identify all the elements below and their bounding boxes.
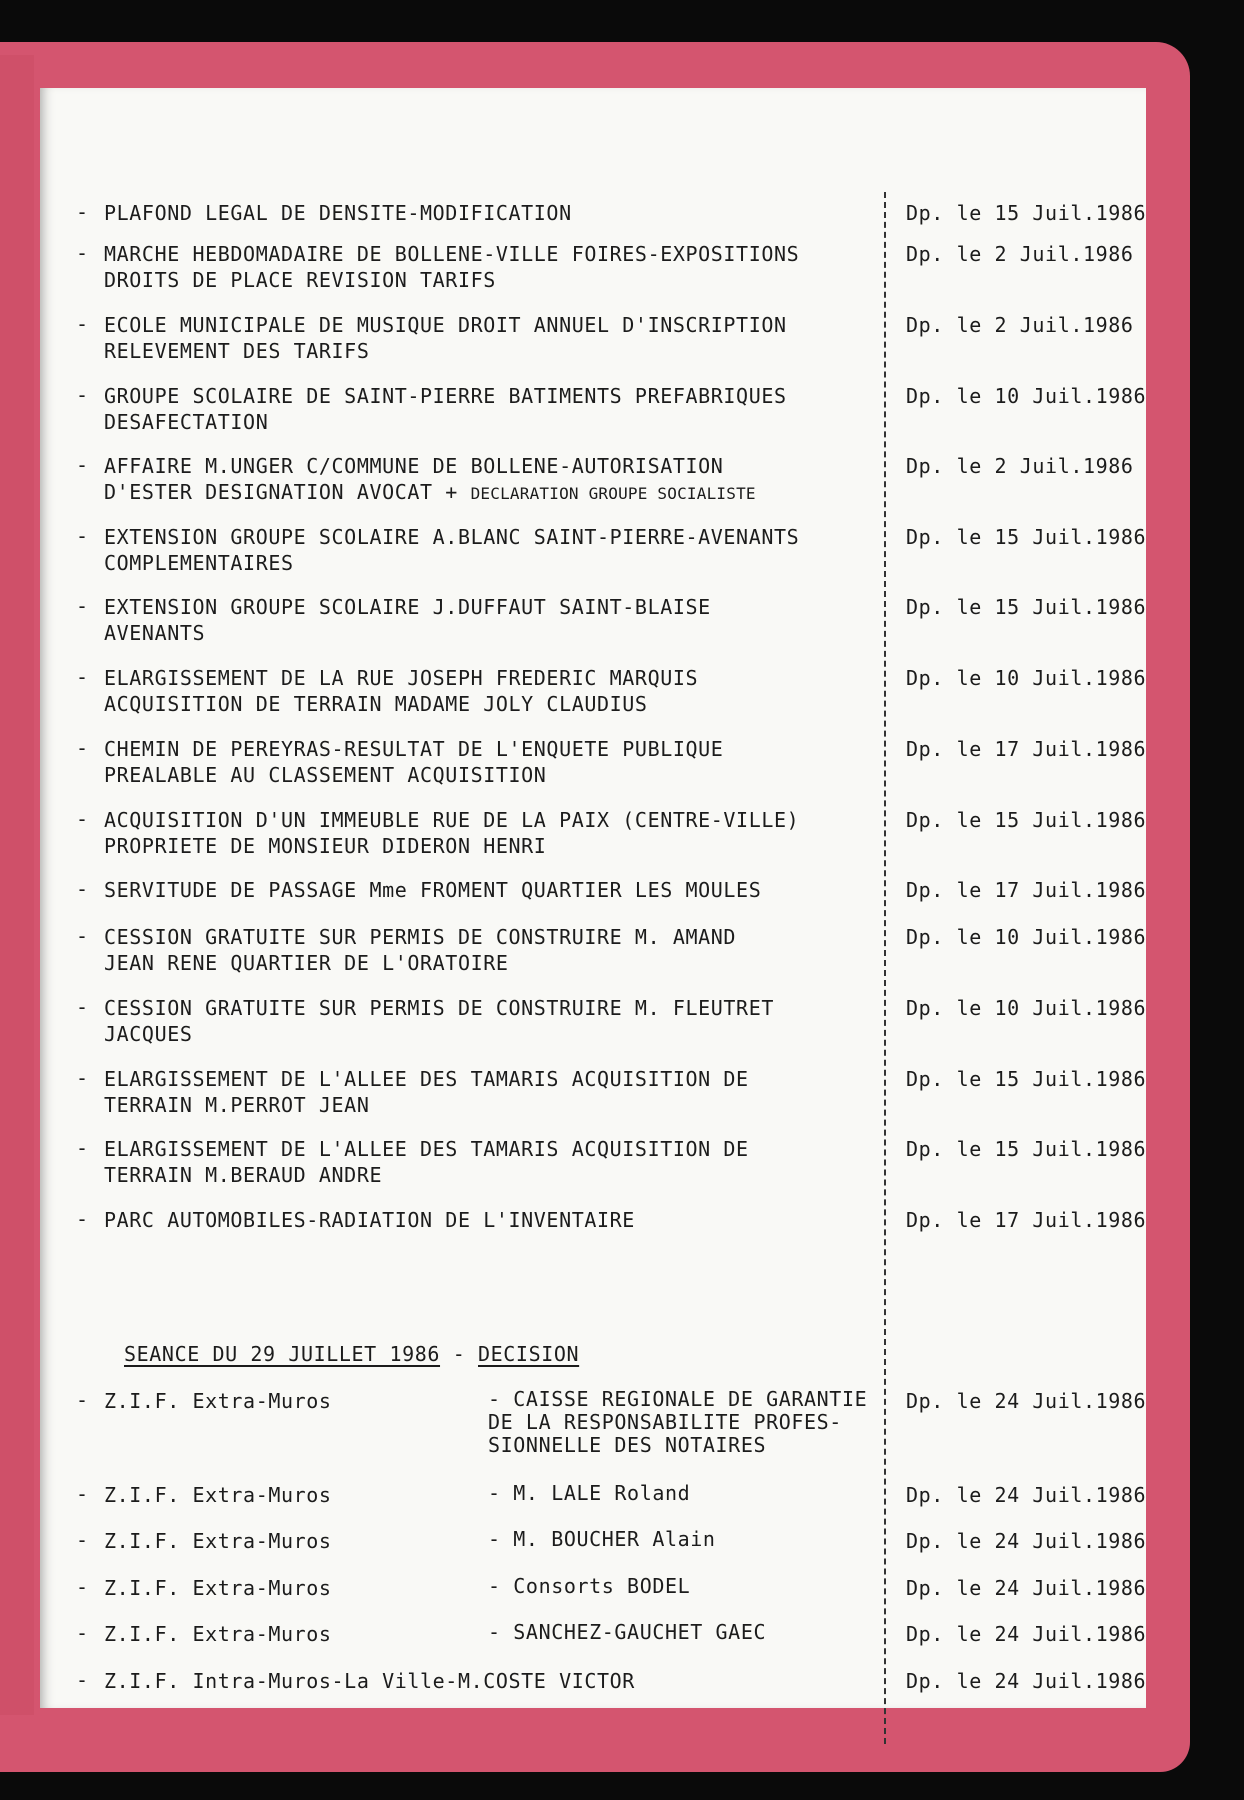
decision-party: - M. BOUCHER Alain — [488, 1527, 716, 1551]
item-description: ELARGISSEMENT DE L'ALLEE DES TAMARIS ACQUISITION DE TERRAIN M.BERAUD ANDRE — [104, 1137, 749, 1187]
item-description: PARC AUTOMOBILES-RADIATION DE L'INVENTAIRE — [104, 1208, 635, 1232]
decision-zone: Z.I.F. Intra-Muros-La Ville-M.COSTE VICTOR — [104, 1669, 635, 1693]
decision-party: - SANCHEZ-GAUCHET GAEC — [488, 1620, 767, 1644]
seance-separator: - — [452, 1342, 466, 1366]
item-description: CESSION GRATUITE SUR PERMIS DE CONSTRUIRE M. AMAND JEAN RENE QUARTIER DE L'ORATOIRE — [104, 925, 737, 975]
decision-date: Dp. le 24 Juil.1986 — [906, 1483, 1147, 1507]
decision-zone: Z.I.F. Extra-Muros — [104, 1389, 332, 1413]
bullet-dash: - — [76, 1388, 89, 1412]
decision-date: Dp. le 24 Juil.1986 — [906, 1576, 1147, 1600]
bullet-dash: - — [76, 594, 89, 618]
seance-decision: DECISION — [478, 1342, 580, 1366]
bullet-dash: - — [76, 1136, 89, 1160]
item-description: ACQUISITION D'UN IMMEUBLE RUE DE LA PAIX (CENTRE-VILLE) PROPRIETE DE MONSIEUR DIDERON HENRI — [104, 808, 800, 858]
bullet-dash: - — [76, 453, 89, 477]
item-date: Dp. le 15 Juil.1986 — [906, 808, 1147, 832]
seance-heading — [124, 1342, 579, 1366]
bullet-dash: - — [76, 200, 89, 224]
item-description: EXTENSION GROUPE SCOLAIRE J.DUFFAUT SAINT-BLAISE AVENANTS — [104, 595, 711, 645]
document-page — [40, 88, 1146, 1708]
bullet-dash: - — [76, 665, 89, 689]
bullet-dash: - — [76, 1482, 89, 1506]
bullet-dash: - — [76, 1621, 89, 1645]
item-date: Dp. le 15 Juil.1986 — [906, 201, 1147, 225]
item-date: Dp. le 10 Juil.1986 — [906, 384, 1147, 408]
bullet-dash: - — [76, 1528, 89, 1552]
item-description: ELARGISSEMENT DE L'ALLEE DES TAMARIS ACQUISITION DE TERRAIN M.PERROT JEAN — [104, 1067, 749, 1117]
bullet-dash: - — [76, 995, 89, 1019]
bullet-dash: - — [76, 524, 89, 548]
item-date: Dp. le 17 Juil.1986 — [906, 1208, 1147, 1232]
seance-title: SEANCE DU 29 JUILLET 1986 — [124, 1342, 441, 1366]
item-date: Dp. le 2 Juil.1986 — [906, 242, 1134, 266]
bullet-dash: - — [76, 807, 89, 831]
decision-party: - M. LALE Roland — [488, 1481, 691, 1505]
bullet-dash: - — [76, 924, 89, 948]
bullet-dash: - — [76, 1668, 89, 1692]
item-date: Dp. le 10 Juil.1986 — [906, 666, 1147, 690]
decision-date: Dp. le 24 Juil.1986 — [906, 1529, 1147, 1553]
item-description: CHEMIN DE PEREYRAS-RESULTAT DE L'ENQUETE PUBLIQUE PREALABLE AU CLASSEMENT ACQUISITION — [104, 737, 724, 787]
item-description: MARCHE HEBDOMADAIRE DE BOLLENE-VILLE FOIRES-EXPOSITIONS DROITS DE PLACE REVISION TARIFS — [104, 242, 800, 292]
item-date: Dp. le 17 Juil.1986 — [906, 878, 1147, 902]
decision-zone: Z.I.F. Extra-Muros — [104, 1622, 332, 1646]
bullet-dash: - — [76, 1575, 89, 1599]
decision-party: - CAISSE REGIONALE DE GARANTIE DE LA RESPONSABILITE PROFES- SIONNELLE DES NOTAIRES — [488, 1387, 868, 1457]
bullet-dash: - — [76, 1066, 89, 1090]
decision-date: Dp. le 24 Juil.1986 — [906, 1389, 1147, 1413]
item-date: Dp. le 15 Juil.1986 — [906, 1067, 1147, 1091]
item-date: Dp. le 2 Juil.1986 — [906, 454, 1134, 478]
item-date: Dp. le 2 Juil.1986 — [906, 313, 1134, 337]
item-date: Dp. le 15 Juil.1986 — [906, 1137, 1147, 1161]
item-description: ECOLE MUNICIPALE DE MUSIQUE DROIT ANNUEL D'INSCRIPTION RELEVEMENT DES TARIFS — [104, 313, 787, 363]
bullet-dash: - — [76, 312, 89, 336]
bullet-dash: - — [76, 241, 89, 265]
previous-page-edge — [0, 55, 34, 1715]
decision-party: - Consorts BODEL — [488, 1574, 691, 1598]
bullet-dash: - — [76, 736, 89, 760]
item-description: ELARGISSEMENT DE LA RUE JOSEPH FREDERIC MARQUIS ACQUISITION DE TERRAIN MADAME JOLY CLAUDIUS — [104, 666, 699, 716]
decision-zone: Z.I.F. Extra-Muros — [104, 1483, 332, 1507]
item-description — [104, 453, 914, 507]
decision-zone: Z.I.F. Extra-Muros — [104, 1576, 332, 1600]
item-date: Dp. le 10 Juil.1986 — [906, 925, 1147, 949]
item-description: CESSION GRATUITE SUR PERMIS DE CONSTRUIRE M. FLEUTRET JACQUES — [104, 996, 774, 1046]
item-date: Dp. le 15 Juil.1986 — [906, 595, 1147, 619]
decision-date: Dp. le 24 Juil.1986 — [906, 1622, 1147, 1646]
bullet-dash: - — [76, 383, 89, 407]
item-description: PLAFOND LEGAL DE DENSITE-MODIFICATION — [104, 201, 572, 225]
item-description: GROUPE SCOLAIRE DE SAINT-PIERRE BATIMENTS PREFABRIQUES DESAFECTATION — [104, 384, 787, 434]
bullet-dash: - — [76, 1207, 89, 1231]
item-description-note: DECLARATION GROUPE SOCIALISTE — [470, 484, 756, 503]
item-description: EXTENSION GROUPE SCOLAIRE A.BLANC SAINT-PIERRE-AVENANTS COMPLEMENTAIRES — [104, 525, 800, 575]
item-date: Dp. le 15 Juil.1986 — [906, 525, 1147, 549]
item-date: Dp. le 10 Juil.1986 — [906, 996, 1147, 1020]
decision-date: Dp. le 24 Juil.1986 — [906, 1669, 1147, 1693]
decision-zone: Z.I.F. Extra-Muros — [104, 1529, 332, 1553]
item-date: Dp. le 17 Juil.1986 — [906, 737, 1147, 761]
item-description-main: AFFAIRE M.UNGER C/COMMUNE DE BOLLENE-AUTORISATION D'ESTER DESIGNATION AVOCAT + — [104, 454, 724, 504]
bullet-dash: - — [76, 877, 89, 901]
item-description: SERVITUDE DE PASSAGE Mme FROMENT QUARTIER LES MOULES — [104, 878, 762, 902]
